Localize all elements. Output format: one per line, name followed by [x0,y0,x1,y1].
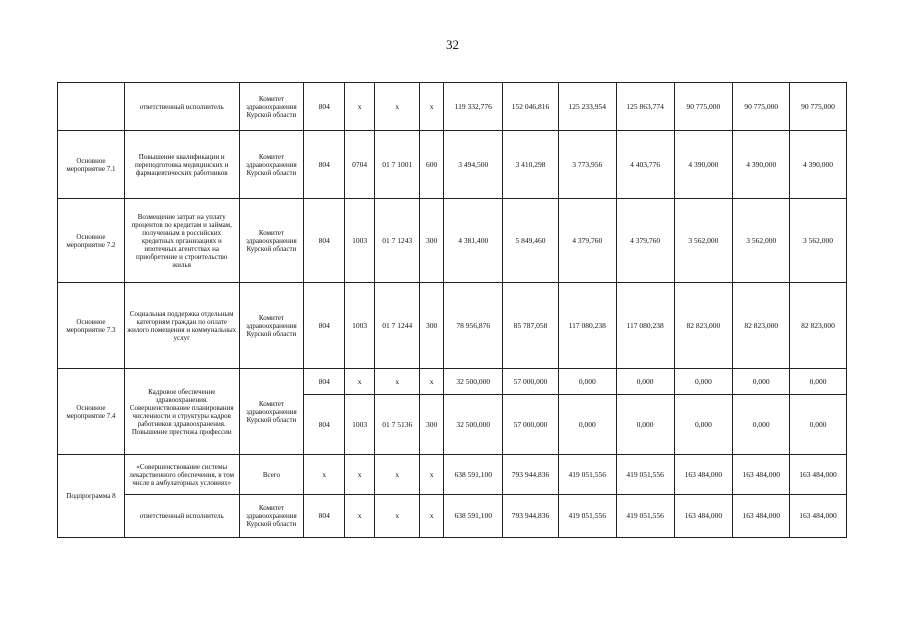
table-row [58,495,847,538]
cell-vr: 600 [420,131,444,199]
cell-grbs: 804 [304,131,345,199]
row-description: Социальная поддержка отдельным категориям граждан по оплате жилого помещения и коммунальных услуг [124,283,239,369]
cell-csr: 01 7 1243 [375,199,420,283]
cell-value: 163 484,000 [674,495,733,538]
cell-value: 163 484,000 [790,495,847,538]
cell-value: 3 562,000 [790,199,847,283]
cell-value: 32 500,000 [444,369,503,395]
cell-rzpr: 1003 [344,199,374,283]
row-description: ответственный исполнитель [124,495,239,538]
cell-vr: x [420,495,444,538]
row-description: ответственный исполнитель [124,83,239,131]
cell-grbs: 804 [304,199,345,283]
cell-value: 82 823,000 [790,283,847,369]
cell-value: 419 051,556 [616,495,674,538]
cell-value: 4 390,000 [674,131,733,199]
cell-rzpr: x [344,369,374,395]
cell-value: 0,000 [616,369,674,395]
cell-vr: 300 [420,199,444,283]
cell-value: 125 863,774 [616,83,674,131]
table-row [58,369,847,395]
cell-value: 125 233,954 [558,83,616,131]
cell-grbs: 804 [304,283,345,369]
table-row [58,455,847,495]
cell-value: 0,000 [733,395,790,455]
row-description: «Совершенствование системы лекарственного обеспечения, в том числе в амбулаторных условиях» [124,455,239,495]
cell-value: 163 484,000 [674,455,733,495]
cell-vr: x [420,83,444,131]
cell-rzpr: x [344,83,374,131]
cell-value: 793 944,836 [503,455,559,495]
row-label: Основное мероприятие 7.4 [58,369,125,455]
cell-grbs: 804 [304,395,345,455]
row-description: Повышение квалификации и переподготовка медицинских и фармацевтических работников [124,131,239,199]
cell-grbs: x [304,455,345,495]
budget-table [57,82,847,538]
cell-value: 419 051,556 [558,495,616,538]
cell-value: 4 403,776 [616,131,674,199]
cell-csr: x [375,369,420,395]
cell-value: 0,000 [733,369,790,395]
cell-value: 4 390,000 [733,131,790,199]
cell-csr: x [375,83,420,131]
cell-value: 4 379,760 [616,199,674,283]
cell-value: 90 775,000 [674,83,733,131]
cell-value: 0,000 [674,395,733,455]
cell-value: 82 823,000 [674,283,733,369]
row-label [58,83,125,131]
cell-value: 57 000,000 [503,395,559,455]
cell-rzpr: x [344,455,374,495]
cell-value: 638 591,100 [444,455,503,495]
cell-value: 4 379,760 [558,199,616,283]
cell-value: 163 484,000 [733,495,790,538]
cell-value: 152 046,816 [503,83,559,131]
cell-value: 90 775,000 [733,83,790,131]
cell-vr: 300 [420,395,444,455]
cell-value: 85 787,058 [503,283,559,369]
cell-rzpr: 1003 [344,283,374,369]
cell-value: 0,000 [790,369,847,395]
cell-value: 4 381,400 [444,199,503,283]
row-description: Кадровое обеспечение здравоохранения. Совершенствование планирования численности и структуры кадров работников здравоохранения. Повышение престижа профессии [124,369,239,455]
cell-value: 0,000 [674,369,733,395]
table-row [58,131,847,199]
cell-value: 117 080,238 [616,283,674,369]
cell-vr: x [420,455,444,495]
table-row [58,199,847,283]
cell-value: 0,000 [790,395,847,455]
row-executor: Всего [239,455,304,495]
row-label: Подпрограмма 8 [58,455,125,538]
table-row [58,283,847,369]
cell-csr: x [375,455,420,495]
row-description: Возмещение затрат на уплату процентов по кредитам и займам, полученным в российских кредитных организациях и ипотечных агентствах на приобретение и строительство жилья [124,199,239,283]
cell-value: 5 849,460 [503,199,559,283]
cell-grbs: 804 [304,369,345,395]
cell-value: 3 410,298 [503,131,559,199]
cell-csr: 01 7 1001 [375,131,420,199]
row-label: Основное мероприятие 7.3 [58,283,125,369]
cell-value: 82 823,000 [733,283,790,369]
cell-value: 0,000 [558,395,616,455]
cell-value: 419 051,556 [558,455,616,495]
cell-value: 32 500,000 [444,395,503,455]
cell-rzpr: 1003 [344,395,374,455]
cell-value: 4 390,000 [790,131,847,199]
table-row [58,83,847,131]
cell-vr: 300 [420,283,444,369]
cell-value: 163 484,000 [733,455,790,495]
cell-value: 3 494,500 [444,131,503,199]
cell-value: 90 775,000 [790,83,847,131]
row-executor: Комитет здравоохранения Курской области [239,131,304,199]
cell-csr: x [375,495,420,538]
cell-value: 0,000 [616,395,674,455]
cell-value: 119 332,776 [444,83,503,131]
cell-value: 419 051,556 [616,455,674,495]
cell-rzpr: 0704 [344,131,374,199]
cell-value: 3 773,956 [558,131,616,199]
cell-value: 3 562,000 [733,199,790,283]
cell-value: 117 080,238 [558,283,616,369]
cell-csr: 01 7 1244 [375,283,420,369]
cell-rzpr: x [344,495,374,538]
cell-value: 57 000,000 [503,369,559,395]
cell-value: 78 956,876 [444,283,503,369]
cell-grbs: 804 [304,495,345,538]
cell-grbs: 804 [304,83,345,131]
cell-csr: 01 7 5136 [375,395,420,455]
row-executor: Комитет здравоохранения Курской области [239,495,304,538]
row-label: Основное мероприятие 7.1 [58,131,125,199]
cell-value: 0,000 [558,369,616,395]
page-number: 32 [446,37,459,52]
cell-value: 163 484,000 [790,455,847,495]
row-executor: Комитет здравоохранения Курской области [239,83,304,131]
cell-vr: x [420,369,444,395]
row-executor: Комитет здравоохранения Курской области [239,199,304,283]
cell-value: 793 944,836 [503,495,559,538]
cell-value: 3 562,000 [674,199,733,283]
row-label: Основное мероприятие 7.2 [58,199,125,283]
row-executor: Комитет здравоохранения Курской области [239,369,304,455]
cell-value: 638 591,100 [444,495,503,538]
row-executor: Комитет здравоохранения Курской области [239,283,304,369]
